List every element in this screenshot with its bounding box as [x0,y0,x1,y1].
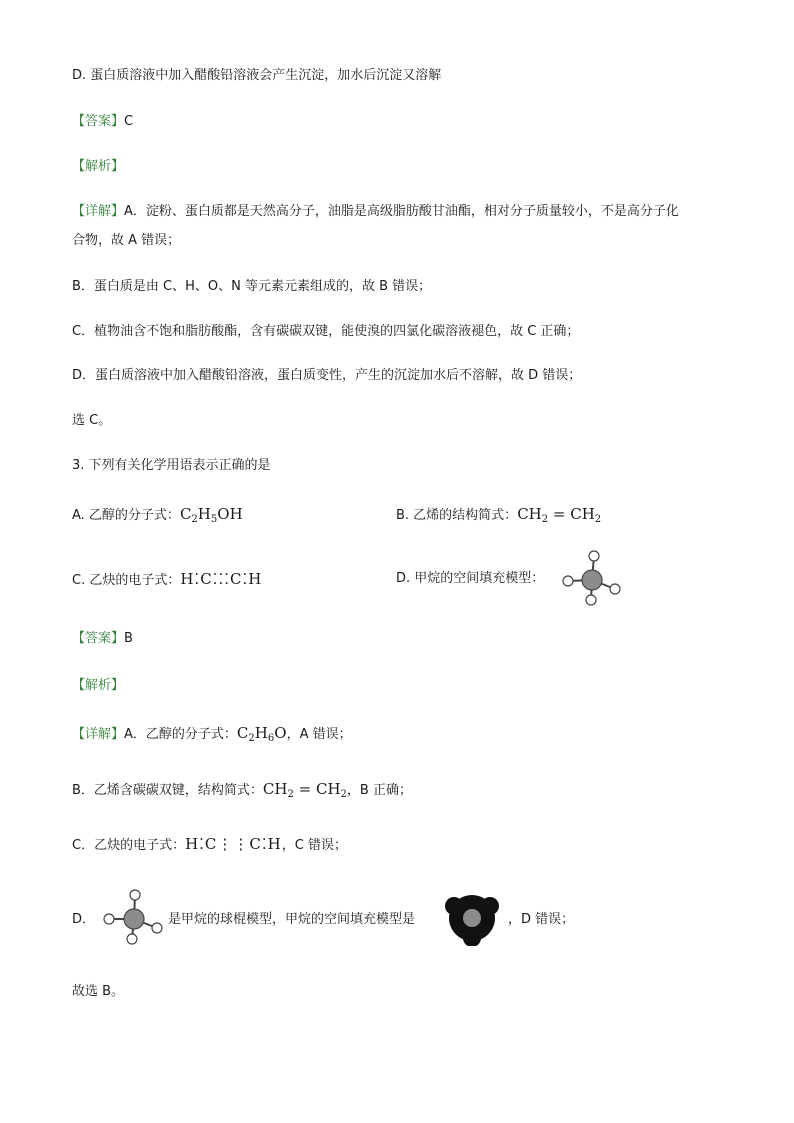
q2-answer-row [72,112,133,132]
q3-option-c[interactable] [72,569,262,591]
q3-detail-d: D． [72,912,96,927]
q3-detail-b: B．乙烯含碳碳双键，结构简式：$CH_2 = CH_2$，B 正确； [72,780,412,800]
answer-tag: 【答案】 [72,631,125,646]
q2-detail-a-line1 [72,202,679,222]
q3-analysis-tag [72,676,124,696]
q2-detail-b: B．蛋白质是由 C、H、O、N 等元素元素组成的，故 B 错误； [72,279,432,294]
q2-conclusion: 选 C。 [72,413,112,428]
formula: $CH_2 = CH_2$ [517,505,602,525]
q3-detail-d-text: 是甲烷的球棍模型，甲烷的空间填充模型是 [168,912,416,927]
answer-value: B [124,631,133,646]
q3-detail-c: C．乙炔的电子式：H⁚C⋮⋮C⁚H，C 错误； [72,835,347,853]
q3-answer-row [72,629,133,649]
q3-option-d[interactable] [396,569,544,589]
q3-option-b[interactable] [396,504,601,526]
formula: $C_2H_6O$ [236,724,287,744]
q3-detail-a: 【详解】A．乙醇的分子式：$C_2H_6O$，A 错误； [72,724,352,744]
detail-tag: 【详解】 [72,204,125,219]
q3-conclusion: 故选 B。 [72,984,125,999]
option-label: C. 乙炔的电子式： [72,573,181,588]
q2-analysis-tag [72,157,124,177]
ball-stick-model-icon [100,885,166,945]
formula: $C_2H_5OH$ [179,505,243,525]
q2-detail-c: C．植物油含不饱和脂肪酸酯，含有碳碳双键，能使溴的四氯化碳溶液褪色，故 C 正确； [72,324,580,339]
electron-formula: H⁚C⁚⁚⁚C⁚H [180,570,263,588]
analysis-tag: 【解析】 [72,159,125,174]
detail-tag: 【详解】 [72,727,125,742]
space-filling-model-icon [444,890,500,946]
ball-stick-model-icon [560,548,626,608]
option-label: A. 乙醇的分子式： [72,508,180,523]
option-label: B. 乙烯的结构简式： [396,508,518,523]
detail-text: A．淀粉、蛋白质都是天然高分子，油脂是高级脂肪酸甘油酯，相对分子质量较小，不是高分子化 [124,204,679,219]
q2-option-d: D. 蛋白质溶液中加入醋酸铅溶液会产生沉淀，加水后沉淀又溶解 [72,68,442,83]
q2-detail-d: D．蛋白质溶液中加入醋酸铅溶液，蛋白质变性，产生的沉淀加水后不溶解，故 D 错误； [72,368,582,383]
answer-tag: 【答案】 [72,114,125,129]
q2-detail-a-line2: 合物，故 A 错误； [72,233,181,248]
answer-value: C [124,114,134,129]
q3-option-a[interactable] [72,504,243,526]
analysis-tag: 【解析】 [72,678,125,693]
q3-detail-d-suffix: ，D 错误； [508,912,575,927]
electron-formula: H⁚C⋮⋮C⁚H [185,835,282,853]
option-label: D. 甲烷的空间填充模型： [396,571,545,586]
q3-stem: 3. 下列有关化学用语表示正确的是 [72,458,271,473]
formula: $CH_2 = CH_2$ [262,780,347,800]
